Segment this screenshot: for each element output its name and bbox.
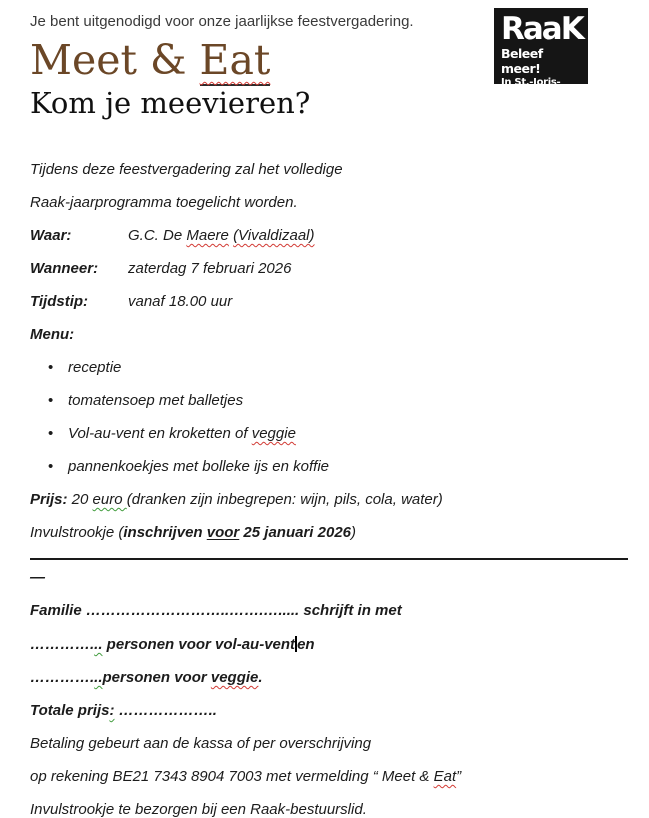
detail-row-waar xyxy=(30,228,629,244)
prijs-amount: 20 xyxy=(67,491,93,508)
wanneer-value: zaterdag 7 februari 2026 xyxy=(128,260,292,277)
familie-suffix-text: schrijft in met xyxy=(299,602,402,619)
inschrijving-close-paren: ) xyxy=(351,524,357,541)
veggie-misspelled-word: veggie xyxy=(210,669,259,686)
form-veggie-count-line xyxy=(30,670,629,686)
menu-item-soep xyxy=(48,393,629,409)
logo-location: In St.-Joris-Winge xyxy=(501,77,561,101)
invitation-intro-text: Je bent uitgenodigd voor onze jaarlijkse feestvergadering. xyxy=(30,13,414,30)
bezorgen-line: Invulstrookje te bezorgen bij een Raak-bestuurslid. xyxy=(30,801,367,818)
waar-label: Waar: xyxy=(30,227,72,244)
veggie-dots-grammar-flag: .. xyxy=(94,669,103,686)
familie-label: Familie xyxy=(30,602,86,619)
rekening-misspelled-word: Eat xyxy=(433,768,457,785)
volauvent-count-text: personen voor vol-au-vent xyxy=(102,636,296,653)
prijs-included-drinks: (dranken zijn inbegrepen: wijn, pils, cola, water) xyxy=(126,491,443,508)
form-volauvent-count-line xyxy=(30,636,629,653)
intro-paragraph-line-1: Tijdens deze feestvergadering zal het volledige xyxy=(30,161,343,178)
tijdstip-value: vanaf 18.00 uur xyxy=(128,293,233,310)
prijs-line xyxy=(30,492,629,508)
betaling-line: Betaling gebeurt aan de kassa of per overschrijving xyxy=(30,735,372,752)
veggie-period: . xyxy=(258,669,263,686)
tijdstip-label: Tijdstip: xyxy=(30,293,89,310)
inschrijving-line xyxy=(30,525,629,541)
veggie-count-text: personen voor xyxy=(102,669,211,686)
detail-row-tijdstip xyxy=(30,294,629,310)
section-divider xyxy=(30,558,628,560)
page-subtitle: Kom je meevieren? xyxy=(30,86,311,120)
prijs-label: Prijs: xyxy=(30,491,68,508)
waar-value-pre: G.C. De xyxy=(128,227,187,244)
document-body xyxy=(30,162,629,818)
inschrijving-underlined-word: voor xyxy=(206,524,240,541)
waar-value xyxy=(128,227,315,244)
menu-list xyxy=(48,360,629,475)
totale-prijs-colon-grammar-flag: : xyxy=(109,702,115,719)
menu-item-receptie xyxy=(48,360,629,376)
menu-item-volauvent xyxy=(48,426,629,442)
rekening-close-quote: ” xyxy=(456,768,462,785)
volauvent-fill-in-dots: …………. xyxy=(30,636,95,653)
rekening-number-text: op rekening BE21 7343 8904 7003 met vermelding “ Meet & xyxy=(30,768,434,785)
totale-prijs-fill-in-dots: ……………….. xyxy=(114,702,217,719)
waar-value-misspelled-1: Maere xyxy=(186,227,229,244)
volauvent-count-tail: en xyxy=(297,636,315,653)
menu-heading xyxy=(30,327,629,343)
familie-fill-in-dots: ………………………..…….…..... xyxy=(85,602,300,619)
form-totale-prijs-line xyxy=(30,703,629,719)
title-text: Meet & xyxy=(30,36,200,84)
rekening-line xyxy=(30,769,629,785)
volauvent-dots-grammar-flag: .. xyxy=(94,636,103,653)
logo-brand-text: RaaK xyxy=(501,11,583,47)
detail-row-wanneer xyxy=(30,261,629,277)
menu-label: Menu: xyxy=(30,326,75,343)
menu-item-misspelled-word: veggie xyxy=(251,425,296,442)
logo-tagline: Beleef meer! xyxy=(501,46,543,76)
menu-item-text: receptie xyxy=(68,359,122,376)
inschrijving-pre: Invulstrookje ( xyxy=(30,524,124,541)
menu-item-text: pannenkoekjes met bolleke ijs en koffie xyxy=(68,458,329,475)
intro-paragraph-line-2: Raak-jaarprogramma toegelicht worden. xyxy=(30,194,298,211)
raak-logo xyxy=(494,8,588,101)
menu-item-text: tomatensoep met balletjes xyxy=(68,392,244,409)
veggie-fill-in-dots: …………. xyxy=(30,669,95,686)
inschrijving-bold-text: inschrijven xyxy=(123,524,207,541)
inschrijving-deadline-date: 25 januari 2026 xyxy=(239,524,352,541)
menu-item-dessert xyxy=(48,459,629,475)
menu-item-text: Vol-au-vent en kroketten of xyxy=(68,425,252,442)
dash-line: — xyxy=(30,569,45,586)
totale-prijs-label: Totale prijs xyxy=(30,702,110,719)
wanneer-label: Wanneer: xyxy=(30,260,99,277)
waar-value-misspelled-2: (Vivaldizaal) xyxy=(233,227,315,244)
form-familie-line xyxy=(30,603,629,619)
title-underlined-word: Eat xyxy=(199,36,271,84)
prijs-grammar-flagged-word: euro xyxy=(92,491,127,508)
